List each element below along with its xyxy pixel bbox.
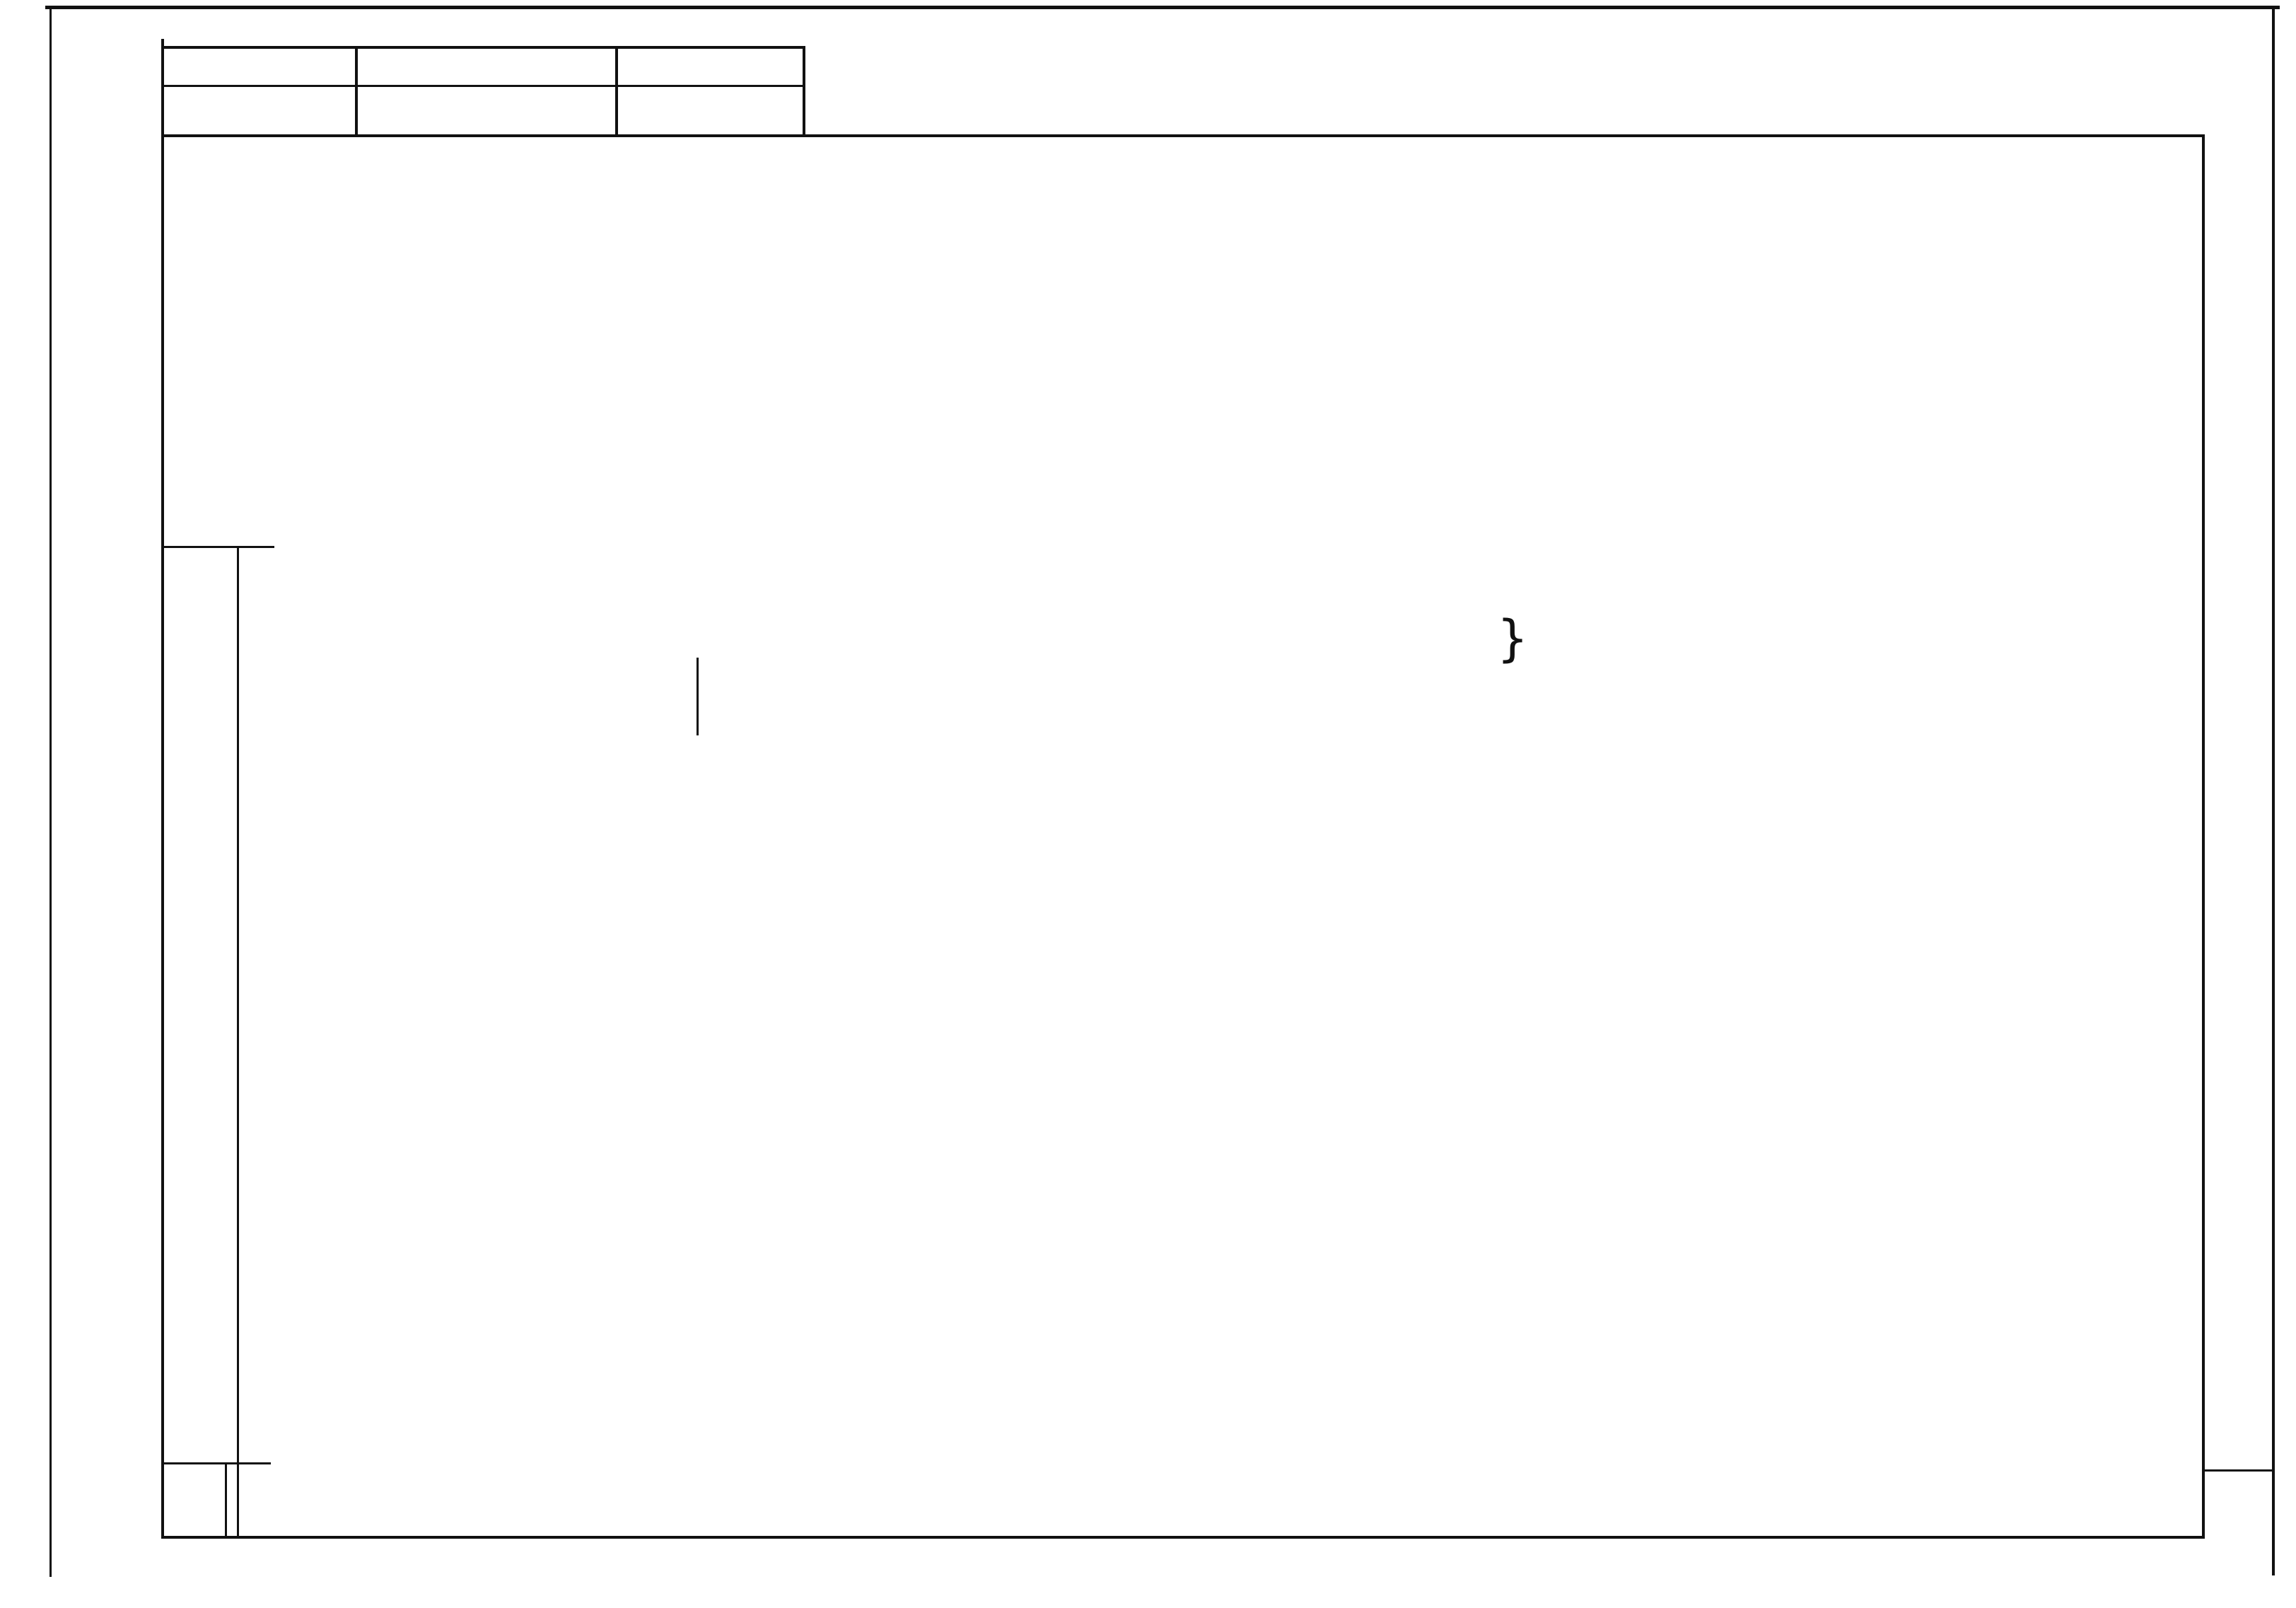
sheet-box-top [161, 1462, 271, 1464]
frame-top [45, 6, 2280, 9]
stamp-mid [161, 85, 805, 87]
frame-main-top [161, 134, 2205, 137]
stamp-div2 [615, 46, 618, 136]
sheet-box-mid [225, 1462, 227, 1536]
frame-bottom [161, 1536, 2205, 1539]
frame-left-outer [49, 7, 52, 1577]
side-column-right [237, 546, 239, 1536]
side-column-divider [161, 546, 274, 548]
legend-left-bar [697, 658, 699, 735]
stamp-top [161, 46, 805, 49]
frame-right-inner [2202, 134, 2205, 1537]
stamp-div1 [355, 46, 358, 136]
frame-left-inner [161, 39, 164, 1538]
legend-brace: } [1498, 610, 1528, 668]
frame-right [2272, 6, 2275, 1575]
page-box-top [2202, 1469, 2273, 1472]
stamp-div3 [803, 46, 805, 136]
